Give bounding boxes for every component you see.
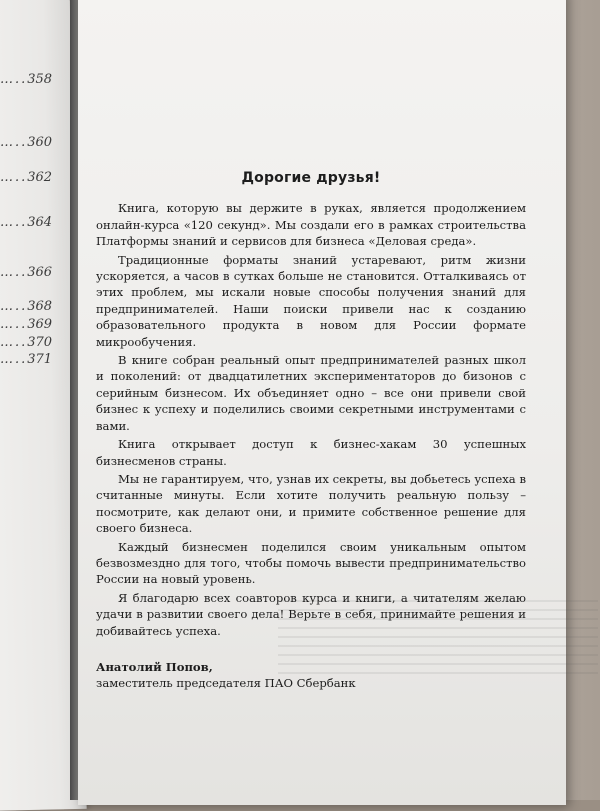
- toc-page-number: 368: [27, 299, 53, 314]
- toc-page-number: 370: [27, 335, 53, 350]
- toc-dots: …..: [0, 299, 28, 314]
- letter-paragraph: Книга открывает доступ к бизнес-хакам 30 успешных бизнесменов страны.: [96, 437, 526, 468]
- toc-page-number: 369: [27, 317, 53, 332]
- toc-entry: [0, 299, 72, 314]
- toc-entry: [0, 170, 72, 185]
- toc-page-number: 364: [27, 215, 53, 230]
- letter-paragraph: Традиционные форматы знаний устаревают, ритм жизни ускоряется, а часов в сутках больше не становится. Отталкиваясь от этих проблем, мы искали новые способы получения знаний для предпринимателей. Наши поиски привели нас к созданию образовательного продукта в новом для России формате микрообучения.: [96, 252, 526, 349]
- toc-entry: [0, 72, 72, 87]
- toc-entry: [0, 317, 72, 332]
- toc-entry: [0, 352, 72, 367]
- toc-page-number: 362: [27, 170, 53, 185]
- toc-entry: [0, 335, 72, 350]
- toc-dots: …..: [0, 135, 28, 150]
- toc-dots: …..: [0, 352, 28, 367]
- signature-block: [96, 659, 526, 692]
- letter-paragraph: Я благодарю всех соавторов курса и книги, а читателям желаю удачи в развитии своего дела! Верьте в себя, принимайте решения и добивайтесь успеха.: [96, 590, 526, 638]
- letter-title: Дорогие друзья!: [241, 170, 381, 186]
- signature-name: Анатолий Попов,: [96, 659, 213, 674]
- toc-entry: [0, 135, 72, 150]
- toc-page-number: 358: [27, 72, 53, 87]
- toc-entry: [0, 215, 72, 230]
- toc-page-number: 360: [27, 135, 53, 150]
- letter-paragraph: Мы не гарантируем, что, узнав их секреты, вы добьетесь успеха в считанные минуты. Если хотите получить реальную пользу – посмотрите, как делают они, и примите собственное решение для своего бизнеса.: [96, 471, 526, 536]
- toc-page-number: 371: [27, 352, 53, 367]
- toc-dots: …..: [0, 335, 28, 350]
- toc-entry: [0, 265, 72, 280]
- toc-dots: …..: [0, 265, 28, 280]
- toc-dots: …..: [0, 215, 28, 230]
- letter-paragraph: Каждый бизнесмен поделился своим уникальным опытом безвозмездно для того, чтобы помочь вывести предпринимательство России на новый уровень.: [96, 539, 526, 587]
- signature-role: заместитель председателя ПАО Сбербанк: [96, 676, 356, 691]
- toc-dots: …..: [0, 170, 28, 185]
- letter-paragraph: Книга, которую вы держите в руках, является продолжением онлайн-курса «120 секунд». Мы создали его в рамках строительства Платформы знаний и сервисов для бизнеса «Деловая среда».: [96, 201, 526, 249]
- toc-page-number: 366: [27, 265, 53, 280]
- foreword-letter: [96, 170, 526, 692]
- letter-paragraph: В книге собран реальный опыт предпринимателей разных школ и поколений: от двадцатилетних экспериментаторов до бизонов с серийным бизнесом. Их объединяет одно – все они привели свой бизнес к успеху и поделились своими секретными инструментами с вами.: [96, 353, 526, 433]
- toc-dots: …..: [0, 72, 28, 87]
- toc-dots: …..: [0, 317, 28, 332]
